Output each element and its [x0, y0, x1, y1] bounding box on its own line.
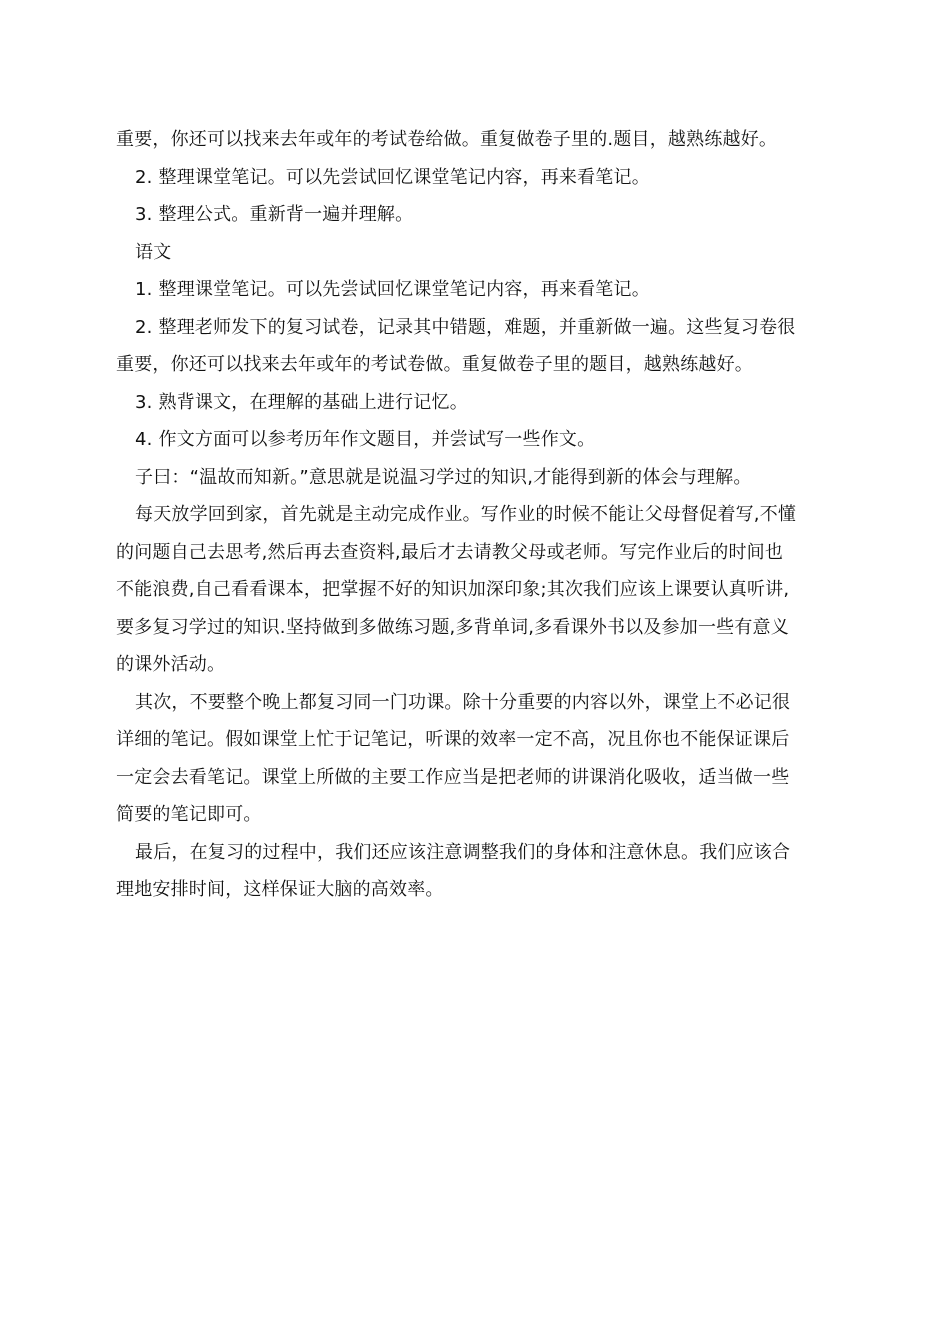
section-heading-chinese: 语文	[135, 241, 172, 263]
text-line: 要多复习学过的知识.坚持做到多做练习题,多背单词,多看课外书以及参加一些有意义	[116, 616, 789, 638]
text-line: 2. 整理课堂笔记。可以先尝试回忆课堂笔记内容，再来看笔记。	[135, 166, 650, 188]
text-line: 重要，你还可以找来去年或年的考试卷做。重复做卷子里的题目，越熟练越好。	[116, 354, 753, 375]
document-body	[116, 121, 838, 909]
text-line: 1. 整理课堂笔记。可以先尝试回忆课堂笔记内容，再来看笔记。	[135, 279, 650, 300]
text-line: 详细的笔记。假如课堂上忙于记笔记，听课的效率一定不高，况且你也不能保证课后	[116, 729, 790, 750]
text-line: 3. 整理公式。重新背一遍并理解。	[135, 204, 414, 225]
text-line: 不能浪费,自己看看课本，把掌握不好的知识加深印象;其次我们应该上课要认真听讲,	[116, 579, 790, 600]
text-line: 每天放学回到家，首先就是主动完成作业。写作业的时候不能让父母督促着写,不懂	[135, 504, 797, 525]
text-line: 的课外活动。	[116, 654, 226, 675]
text-line: 理地安排时间，这样保证大脑的高效率。	[116, 879, 444, 900]
text-line: 简要的笔记即可。	[116, 804, 262, 825]
text-line: 重要，你还可以找来去年或年的考试卷给做。重复做卷子里的.题目，越熟练越好。	[116, 129, 778, 150]
text-line: 4. 作文方面可以参考历年作文题目，并尝试写一些作文。	[135, 429, 596, 450]
text-line: 的问题自己去思考,然后再去查资料,最后才去请教父母或老师。写完作业后的时间也	[116, 541, 784, 563]
text-line: 其次，不要整个晚上都复习同一门功课。除十分重要的内容以外，课堂上不必记很	[135, 691, 791, 713]
text-line: 2. 整理老师发下的复习试卷，记录其中错题，难题，并重新做一遍。这些复习卷很	[135, 316, 796, 338]
text-line: 最后，在复习的过程中，我们还应该注意调整我们的身体和注意休息。我们应该合	[135, 841, 791, 863]
text-line: 一定会去看笔记。课堂上所做的主要工作应当是把老师的讲课消化吸收，适当做一些	[116, 766, 790, 788]
text-line: 子曰：“温故而知新。”意思就是说温习学过的知识,才能得到新的体会与理解。	[135, 466, 752, 488]
text-line: 3. 熟背课文，在理解的基础上进行记忆。	[135, 391, 468, 413]
